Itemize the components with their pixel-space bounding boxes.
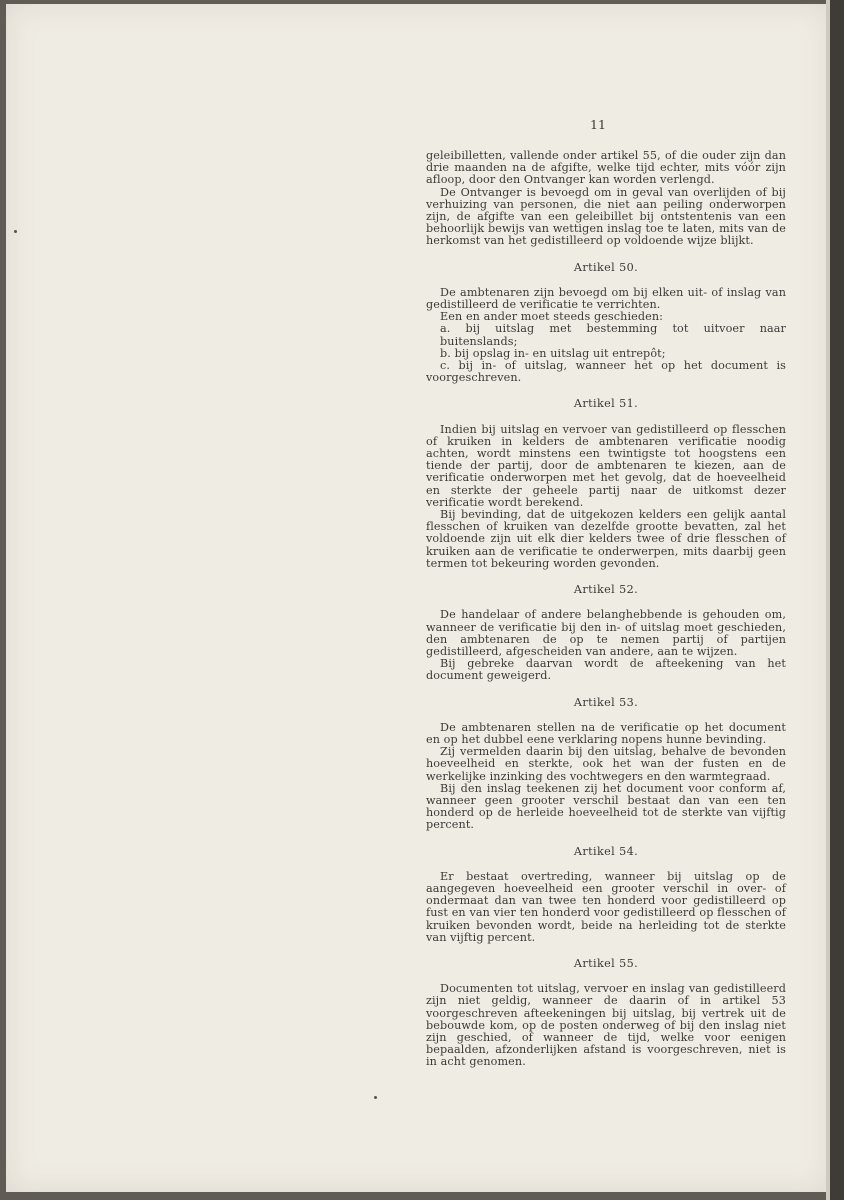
article-51: [426, 398, 786, 570]
article-52-heading: Artikel 52.: [573, 583, 639, 597]
article-54-heading: Artikel 54.: [573, 844, 639, 858]
article-55-heading: Artikel 55.: [573, 956, 639, 970]
article-51-paragraph-2: Bij bevinding, dat de uitgekozen kelders een gelijk aantal flesschen of kruiken van dezelfde grootte bevatten, zal het voldoende zijn uit elk dier kelders twee of drie flesschen of kruiken aan de verificatie te onderwerpen, mits daarbij geen termen tot bekeuring worden gevonden.: [426, 508, 786, 570]
article-52-paragraph-2: Bij gebreke daarvan wordt de afteekening van het document geweigerd.: [426, 657, 786, 683]
article-50-item-c: c. bij in- of uitslag, wanneer het op het document is voorgeschreven.: [426, 359, 786, 385]
margin-speck: [14, 230, 17, 233]
intro-section: [426, 150, 786, 248]
intro-paragraph-2: De Ontvanger is bevoegd om in geval van overlijden of bij verhuizing van personen, die niet aan peiling onderworpen zijn, de afgifte van een geleibillet bij ontstentenis van een behoorlijk bewijs van wettigen inslag toe te laten, mits van de herkomst van het gedistilleerd op voldoende wijze blijkt.: [426, 185, 786, 248]
article-55-paragraph-1: Documenten tot uitslag, vervoer en inslag van gedistilleerd zijn niet geldig, wanneer de daarin of in artikel 53 voorgeschreven afteekeningen bij uitslag, bij vertrek uit de bebouwde kom, op de posten onderweg of bij den inslag niet zijn geschied, of wanneer de tijd, welke voor eenigen bepaalden, afzonderlijken afstand is voorgeschreven, niet is in acht genomen.: [426, 982, 786, 1069]
article-53-paragraph-2: Zij vermelden daarin bij den uitslag, behalve de bevonden hoeveelheid en sterkte, ook het wan der fusten en de werkelijke inzinking des vochtwegers en den warmtegraad.: [426, 745, 786, 783]
article-54: [426, 846, 786, 944]
article-50-heading: Artikel 50.: [573, 260, 639, 274]
margin-speck: [374, 1096, 377, 1099]
article-53-paragraph-1: De ambtenaren stellen na de verificatie op het document en op het dubbel eene verklaring nopens hunne bevinding.: [426, 720, 786, 746]
article-50-item-a: a. bij uitslag met bestemming tot uitvoer naar buitenslands;: [440, 322, 786, 348]
article-52: [426, 584, 786, 682]
scanner-border: [830, 0, 844, 1200]
page-number: 11: [590, 117, 606, 132]
article-51-heading: Artikel 51.: [573, 397, 639, 411]
article-53-paragraph-3: Bij den inslag teekenen zij het document voor conform af, wanneer geen grooter verschil bestaat dan van een ten honderd op de herleide hoeveelheid tot de sterkte van vijftig percent.: [426, 781, 786, 832]
article-50: [426, 262, 786, 385]
article-50-item-b: b. bij opslag in- en uitslag uit entrepôt;: [440, 346, 666, 360]
body-text: [426, 150, 786, 1069]
article-50-paragraph-1: De ambtenaren zijn bevoegd om bij elken uit- of inslag van gedistilleerd de verificatie te verrichten.: [426, 285, 786, 312]
article-53: [426, 697, 786, 832]
article-52-paragraph-1: De handelaar of andere belanghebbende is gehouden om, wanneer de verificatie bij den in- of uitslag moet geschieden, den ambtenaren de op te nemen partij of partijen gedistilleerd, afgescheiden van andere, aan te wijzen.: [426, 608, 786, 658]
article-54-paragraph-1: Er bestaat overtreding, wanneer bij uitslag op de aangegeven hoeveelheid een grooter verschil in over- of ondermaat dan van twee ten honderd voor gedistilleerd op fust en van vier ten honderd voor gedistilleerd op flesschen of kruiken bevonden wordt, beide na herleiding tot de sterkte van vijftig percent.: [426, 869, 786, 944]
article-55: [426, 958, 786, 1069]
article-53-heading: Artikel 53.: [573, 695, 639, 709]
article-51-paragraph-1: Indien bij uitslag en vervoer van gedistilleerd op flesschen of kruiken in kelders de ambtenaren verificatie noodig achten, wordt minstens een twintigste tot hoogstens een tiende der partij, door de ambtenaren te kiezen, aan de verificatie onderworpen met het gevolg, dat de hoeveelheid en sterkte der geheele partij naar de uitkomst dezer verificatie wordt berekend.: [426, 422, 786, 509]
article-50-paragraph-2: Een en ander moet steeds geschieden:: [440, 310, 663, 324]
intro-paragraph-1: geleibilletten, vallende onder artikel 55, of die ouder zijn dan drie maanden na de afgifte, welke tijd echter, mits vóór zijn afloop, door den Ontvanger kan worden verlengd.: [426, 149, 786, 187]
